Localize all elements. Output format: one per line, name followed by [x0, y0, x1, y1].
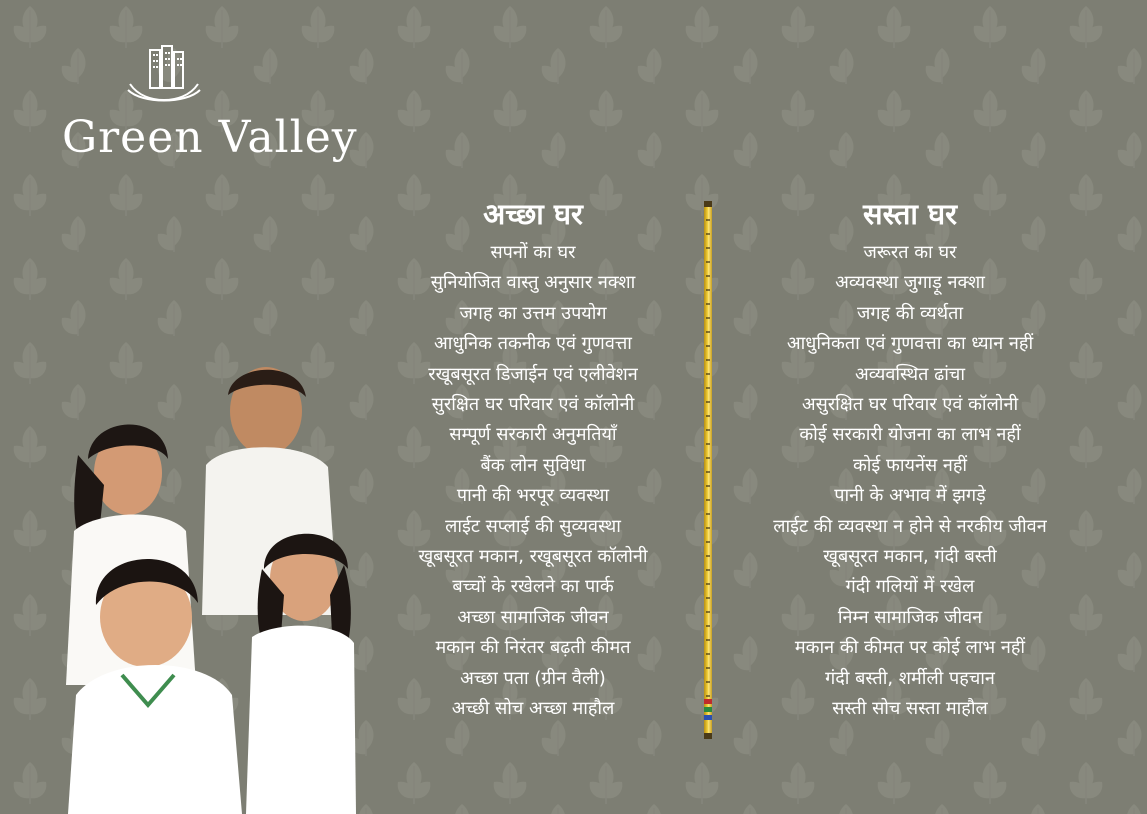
list-item: जगह का उत्तम उपयोग: [459, 302, 607, 324]
list-item: अच्छा सामाजिक जीवन: [457, 606, 609, 628]
list-item: लाईट सप्लाई की सुव्यवस्था: [445, 515, 621, 537]
list-item: गंदी गलियों में रखेल: [845, 576, 975, 598]
list-item: आधुनिक तकनीक एवं गुणवत्ता: [434, 333, 632, 355]
list-item: खूबसूरत मकान, गंदी बस्ती: [823, 546, 997, 568]
list-item: पानी के अभाव में झगड़े: [834, 485, 986, 507]
divider-band-blue: [704, 715, 712, 720]
cheap-home-column: [720, 192, 1100, 725]
list-item: अव्यवस्थित ढांचा: [854, 363, 966, 385]
building-hands-icon: [124, 44, 204, 108]
list-item: अच्छा पता (ग्रीन वैली): [460, 667, 606, 689]
flute-divider-icon: [704, 201, 712, 739]
list-item: गंदी बस्ती, शर्मीली पहचान: [825, 667, 995, 689]
cheap-home-list: [720, 238, 1100, 725]
list-item: असुरक्षित घर परिवार एवं कॉलोनी: [801, 394, 1019, 416]
list-item: मकान की निरंतर बढ़ती कीमत: [435, 637, 631, 659]
list-item: सुरक्षित घर परिवार एवं कॉलोनी: [431, 394, 635, 416]
divider-cap-bottom: [704, 733, 712, 739]
list-item: अच्छी सोच अच्छा माहौल: [451, 698, 615, 720]
list-item: सुनियोजित वास्तु अनुसार नक्शा: [430, 272, 636, 294]
divider-holes: [706, 219, 710, 719]
list-item: मकान की कीमत पर कोई लाभ नहीं: [794, 637, 1026, 659]
list-item: कोई फायनेंस नहीं: [852, 454, 968, 476]
list-item: खूबसूरत मकान, रखूबसूरत कॉलोनी: [418, 546, 648, 568]
green-valley-logo: [62, 44, 382, 163]
list-item: सम्पूर्ण सरकारी अनुमतियाँ: [449, 424, 617, 446]
list-item: पानी की भरपूर व्यवस्था: [456, 485, 610, 507]
cheap-home-title: सस्ता घर: [862, 197, 958, 231]
list-item: निम्न सामाजिक जीवन: [837, 606, 983, 628]
list-item: बैंक लोन सुविधा: [480, 454, 586, 476]
list-item: बच्चों के रखेलने का पार्क: [452, 576, 614, 598]
list-item: लाईट की व्यवस्था न होने से नरकीय जीवन: [773, 515, 1047, 537]
brand-name: Green Valley: [62, 112, 358, 163]
list-item: आधुनिकता एवं गुणवत्ता का ध्यान नहीं: [786, 333, 1034, 355]
good-home-column: [343, 192, 723, 725]
divider-band-green: [704, 707, 712, 712]
list-item: सपनों का घर: [490, 242, 576, 263]
list-item: जरूरत का घर: [863, 242, 957, 263]
list-item: जगह की व्यर्थता: [857, 302, 963, 324]
divider-cap-top: [704, 201, 712, 207]
list-item: सस्ती सोच सस्ता माहौल: [832, 698, 988, 720]
good-home-title: अच्छा घर: [483, 197, 583, 231]
family-photo: [56, 355, 376, 814]
list-item: कोई सरकारी योजना का लाभ नहीं: [799, 424, 1021, 446]
list-item: अव्यवस्था जुगाड़ू नक्शा: [835, 272, 985, 294]
list-item: रखूबसूरत डिजाईन एवं एलीवेशन: [428, 363, 638, 385]
good-home-list: [343, 238, 723, 725]
divider-band-red: [704, 699, 712, 704]
